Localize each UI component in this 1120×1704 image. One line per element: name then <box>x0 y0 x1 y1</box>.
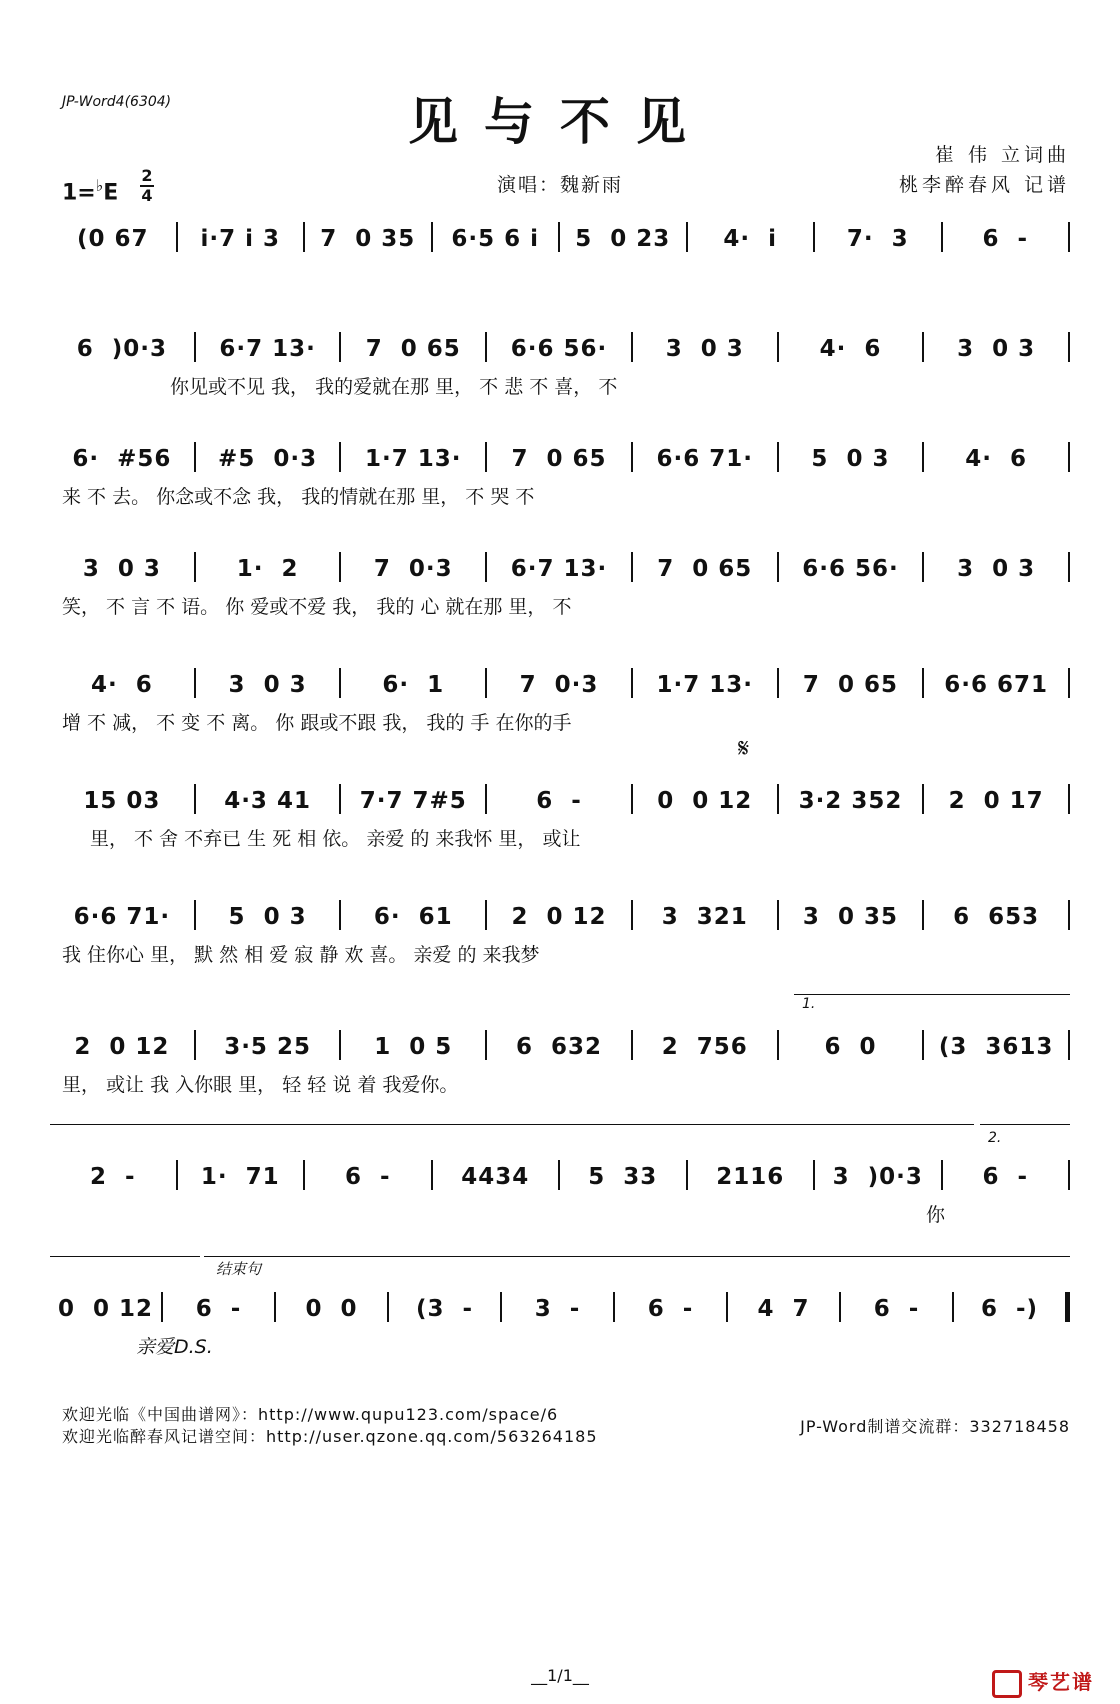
lyrics-row: 你见或不见 我， 我的爱就在那 里， 不 悲 不 喜， 不 <box>170 376 618 398</box>
meter-bottom: 4 <box>141 186 153 205</box>
measure: 6·6 671 <box>944 672 1049 698</box>
measure: 1·7 13· <box>656 672 753 698</box>
measure: 6 - <box>195 1296 242 1322</box>
measure: 6 632 <box>516 1034 603 1060</box>
measure: 7 0·3 <box>519 672 599 698</box>
measure: 6 0 <box>824 1034 877 1060</box>
notes-row <box>50 1278 1070 1322</box>
key-prefix: 1= <box>62 180 96 206</box>
measure: 6·6 56· <box>802 556 899 582</box>
transcriber: 桃李醉春风 记谱 <box>898 174 1070 196</box>
measure: #5 0·3 <box>218 446 318 472</box>
page-number: __1/1__ <box>531 1666 589 1685</box>
singer: 演唱：魏新雨 <box>496 174 623 196</box>
notes-row <box>50 770 1070 814</box>
volta-1-continuation <box>50 1124 974 1125</box>
measure: 4· 6 <box>90 672 153 698</box>
footer-group: JP-Word制谱交流群：332718458 <box>800 1417 1070 1436</box>
measure: 7 0 65 <box>657 556 753 582</box>
measure: (3 3613 <box>938 1034 1054 1060</box>
measure: 6·6 71· <box>656 446 753 472</box>
measure: 0 0 12 <box>657 788 753 814</box>
measure: 7 0·3 <box>373 556 453 582</box>
notes-row <box>50 654 1070 698</box>
volta-1-line <box>794 994 1070 995</box>
measure: 3 321 <box>661 904 748 930</box>
measure: 6 653 <box>953 904 1040 930</box>
lyrics-row: 来 不 去。 你念或不念 我， 我的情就在那 里， 不 哭 不 <box>62 486 535 508</box>
lyrics-row: 你 <box>926 1204 946 1226</box>
ending-line <box>204 1256 1070 1257</box>
software-label: JP-Word4(6304) <box>62 94 172 110</box>
measure: 3·2 352 <box>798 788 903 814</box>
measure: 4· 6 <box>965 446 1028 472</box>
site-logo <box>992 1666 1094 1698</box>
footer-line-1: 欢迎光临《中国曲谱网》：http://www.qupu123.com/space/6 <box>62 1405 559 1424</box>
measure: 3 0 3 <box>957 336 1036 362</box>
measure: (0 67 <box>76 226 149 252</box>
measure: 1·7 13· <box>365 446 462 472</box>
footer-line-2: 欢迎光临醉春风记谱空间：http://user.qzone.qq.com/563264185 <box>62 1427 598 1446</box>
measure: 6 - <box>982 1164 1029 1190</box>
measure: 3 0 3 <box>82 556 161 582</box>
measure: 3 0 35 <box>802 904 898 930</box>
measure: 0 0 <box>305 1296 358 1322</box>
measure: 5 0 23 <box>575 226 671 252</box>
measure: 2 756 <box>661 1034 748 1060</box>
lyricist-composer: 崔 伟 立词曲 <box>934 144 1070 166</box>
measure: 1· 71 <box>200 1164 280 1190</box>
lyrics-row: 我 住你心 里， 默 然 相 爱 寂 静 欢 喜。 亲爱 的 来我梦 <box>62 944 540 966</box>
measure: 7 0 65 <box>802 672 898 698</box>
measure: 6·5 6 i <box>451 226 540 252</box>
measure: 5 33 <box>588 1164 658 1190</box>
measure: (3 - <box>415 1296 474 1322</box>
measure: 6· #56 <box>72 446 172 472</box>
measure: 3 )0·3 <box>832 1164 923 1190</box>
volta-2-continuation <box>50 1256 200 1257</box>
lyrics-row: 增 不 减， 不 变 不 离。 你 跟或不跟 我， 我的 手 在你的手 <box>62 712 572 734</box>
volta-2-label: 2. <box>988 1130 1002 1146</box>
lyrics-row: 里， 或让 我 入你眼 里， 轻 轻 说 着 我爱你。 <box>62 1074 459 1096</box>
measure: 6 - <box>647 1296 694 1322</box>
key-note: E <box>103 180 119 206</box>
measure: 7·7 7#5 <box>359 788 467 814</box>
measure: 3 0 3 <box>957 556 1036 582</box>
notes-row <box>50 538 1070 582</box>
lyrics-row: 亲爱D.S. <box>136 1336 213 1358</box>
volta-1-label: 1. <box>802 996 816 1012</box>
measure: 7 0 35 <box>320 226 416 252</box>
flat-sign: ♭ <box>95 176 104 195</box>
measure: 0 0 12 <box>57 1296 154 1322</box>
measure: 6 - <box>536 788 582 814</box>
measure: 2116 <box>716 1164 785 1190</box>
system-2 <box>50 318 1070 438</box>
system-10 <box>50 1278 1070 1398</box>
notes-row <box>50 318 1070 362</box>
measure: 3 0 3 <box>665 336 744 362</box>
notes-row <box>50 886 1070 930</box>
measure: 4434 <box>461 1164 530 1190</box>
lyrics-row: 里， 不 舍 不弃已 生 死 相 依。 亲爱 的 来我怀 里， 或让 <box>90 828 581 850</box>
notes-row <box>50 428 1070 472</box>
system-7 <box>50 886 1070 1006</box>
measure: 1· 2 <box>236 556 299 582</box>
measure: 4· i <box>723 226 778 252</box>
footer-links <box>62 1404 598 1448</box>
system-8 <box>50 1016 1070 1136</box>
measure: 1 0 5 <box>374 1034 453 1060</box>
measure: 6·7 13· <box>219 336 316 362</box>
notes-row <box>50 208 1070 252</box>
measure: 7 0 65 <box>365 336 461 362</box>
system-5 <box>50 654 1070 774</box>
lyrics-row: 笑， 不 言 不 语。 你 爱或不爱 我， 我的 心 就在那 里， 不 <box>62 596 572 618</box>
measure: 6 - <box>982 226 1029 252</box>
measure: 3 - <box>534 1296 581 1322</box>
measure: 6 - <box>873 1296 920 1322</box>
measure: 4· 6 <box>819 336 882 362</box>
time-signature <box>140 168 154 204</box>
measure: 5 0 3 <box>811 446 890 472</box>
volta-2-line <box>980 1124 1070 1125</box>
measure: 6 )0·3 <box>76 336 167 362</box>
notes-row <box>50 1146 1070 1190</box>
measure: 6· 61 <box>373 904 453 930</box>
measure: 3·5 25 <box>224 1034 311 1060</box>
measure: 7· 3 <box>846 226 909 252</box>
measure: 2 0 17 <box>948 788 1044 814</box>
system-4 <box>50 538 1070 658</box>
segno-mark: 𝄋 <box>738 734 750 764</box>
key-signature <box>62 176 118 205</box>
song-title: 见与不见 <box>408 92 712 151</box>
measure: 2 - <box>89 1164 136 1190</box>
system-9 <box>50 1146 1070 1266</box>
measure: 5 0 3 <box>228 904 307 930</box>
measure: 6 -) <box>980 1296 1039 1322</box>
measure: 6· 1 <box>382 672 445 698</box>
measure: 2 0 12 <box>511 904 607 930</box>
meter-top: 2 <box>141 166 153 185</box>
logo-text: 琴艺谱 <box>1028 1670 1094 1694</box>
measure: i·7 i 3 <box>200 226 281 252</box>
logo-icon <box>992 1670 1022 1698</box>
measure: 4·3 41 <box>224 788 311 814</box>
measure: 7 0 65 <box>511 446 607 472</box>
measure: 6·7 13· <box>510 556 608 582</box>
system-1 <box>50 208 1070 328</box>
measure: 3 0 3 <box>228 672 307 698</box>
measure: 2 0 12 <box>74 1034 170 1060</box>
ending-label: 结束句 <box>216 1260 262 1278</box>
notes-row <box>50 1016 1070 1060</box>
system-3 <box>50 428 1070 548</box>
measure: 4 7 <box>757 1296 810 1322</box>
measure: 6 - <box>344 1164 391 1190</box>
measure: 6·6 56· <box>510 336 608 362</box>
measure: 6·6 71· <box>73 904 171 930</box>
measure: 15 03 <box>83 788 161 814</box>
system-6 <box>50 770 1070 890</box>
